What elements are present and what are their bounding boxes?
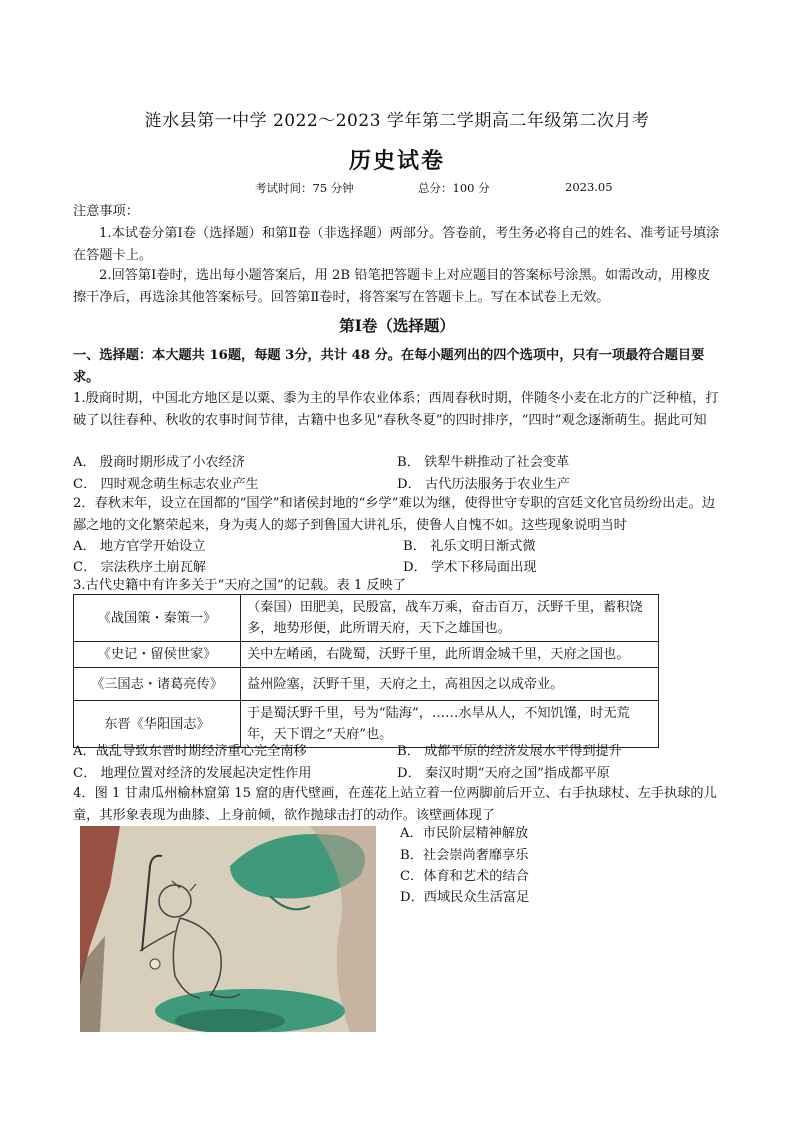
q4-option-a: A．市民阶层精神解放 [400,826,529,841]
source-table [73,594,659,748]
q4-option-d: D．西域民众生活富足 [400,890,530,905]
school-exam-title: 涟水县第一中学 2022～2023 学年第二学期高二年级第二次月考 [144,111,650,131]
table-source: 东晋《华阳国志》 [74,701,241,748]
exam-time: 考试时间：75 分钟 [255,181,354,195]
table-row [74,595,659,642]
table-quote: 益州险塞，沃野千里，天府之土，高祖因之以成帝业。 [241,668,659,701]
mural-illustration [80,826,376,1032]
table-quote: （秦国）田肥美，民殷富，战车万乘，奋击百万，沃野千里，蓄积饶多，地势形便，此所谓天府，天下之雄国也。 [241,595,659,642]
subject-title: 历史试卷 [348,148,445,174]
q1-option-a: A． 殷商时期形成了小农经济 [73,455,245,470]
notice-heading: 注意事项： [73,204,139,219]
table-source: 《史记・留侯世家》 [74,642,241,668]
table-quote: 于是蜀沃野千里，号为“陆海”，……水旱从人，不知饥馑，时无荒年，天下谓之“天府”也。 [241,701,659,748]
section-instruction: 一、选择题：本大题共 16题，每题 3分，共计 48 分。在每小题列出的四个选项中，只有一项最符合题目要求。 [73,348,705,385]
section-title: 第Ⅰ卷（选择题） [339,316,455,335]
q2-option-a: A． 地方官学开始设立 [73,539,206,554]
q3-option-c: C． 地理位置对经济的发展起决定性作用 [73,766,312,781]
q3-option-a: A．战乱导致东晋时期经济重心完全南移 [73,744,307,759]
q3-option-b: B． 成都平原的经济发展水平得到提升 [397,744,622,759]
mural-image [80,826,376,1032]
q1-option-c: C． 四时观念萌生标志农业产生 [73,477,259,492]
notice-item-1: 1.本试卷分第Ⅰ卷（选择题）和第Ⅱ卷（非选择题）两部分。答卷前，考生务必将自己的姓名、准考证号填涂在答题卡上。 [73,226,720,263]
table-quote: 关中左崤函，右陇蜀，沃野千里，此所谓金城千里，天府之国也。 [241,642,659,668]
q1-option-b: B． 铁犁牛耕推动了社会变革 [397,455,570,470]
table-source: 《三国志・诸葛亮传》 [74,668,241,701]
question-2-stem: 2．春秋末年，设立在国都的“国学”和诸侯封地的“乡学”难以为继，使得世守专职的宫廷文化官员纷纷出走。边鄙之地的文化繁荣起来，身为夷人的郯子到鲁国大讲礼乐，使鲁人自愧不如。这些现象说明当时 [73,496,715,533]
table-source: 《战国策・秦策一》 [74,595,241,642]
q1-option-d: D． 古代历法服务于农业生产 [397,477,571,492]
total-score: 总分：100 分 [418,181,490,195]
question-4-stem: 4．图 1 甘肃瓜州榆林窟第 15 窟的唐代壁画，在莲花上站立着一位两脚前后开立、右手执球杖、左手执球的儿童，其形象表现为曲膝、上身前倾，欲作抛球击打的动作。该壁画体现了 [73,786,717,823]
question-1-stem: 1.殷商时期，中国北方地区是以粟、黍为主的旱作农业体系；西周春秋时期，伴随冬小麦在北方的广泛种植，打破了以往春种、秋收的农事时间节律，古籍中也多见“春秋冬夏”的四时排序，“四时”观念逐渐萌生。据此可知 [73,391,719,428]
q2-option-b: B． 礼乐文明日渐式微 [403,539,536,554]
q2-option-c: C． 宗法秩序土崩瓦解 [73,560,206,575]
q4-option-b: B．社会崇尚奢靡享乐 [400,848,529,863]
question-3-stem: 3.古代史籍中有许多关于“天府之国”的记载。表 1 反映了 [73,578,406,593]
table-row [74,668,659,701]
exam-date: 2023.05 [565,180,613,194]
table-row [74,642,659,668]
notice-item-2: 2.回答第Ⅰ卷时，选出每小题答案后，用 2B 铅笔把答题卡上对应题目的答案标号涂黑。如需改动，用橡皮擦干净后，再选涂其他答案标号。回答第Ⅱ卷时，将答案写在答题卡上。写在本试卷上无效。 [73,268,711,305]
q2-option-d: D． 学术下移局面出现 [403,560,537,575]
q4-option-c: C．体育和艺术的结合 [400,869,529,884]
q3-option-d: D． 秦汉时期“天府之国”指成都平原 [397,766,610,781]
